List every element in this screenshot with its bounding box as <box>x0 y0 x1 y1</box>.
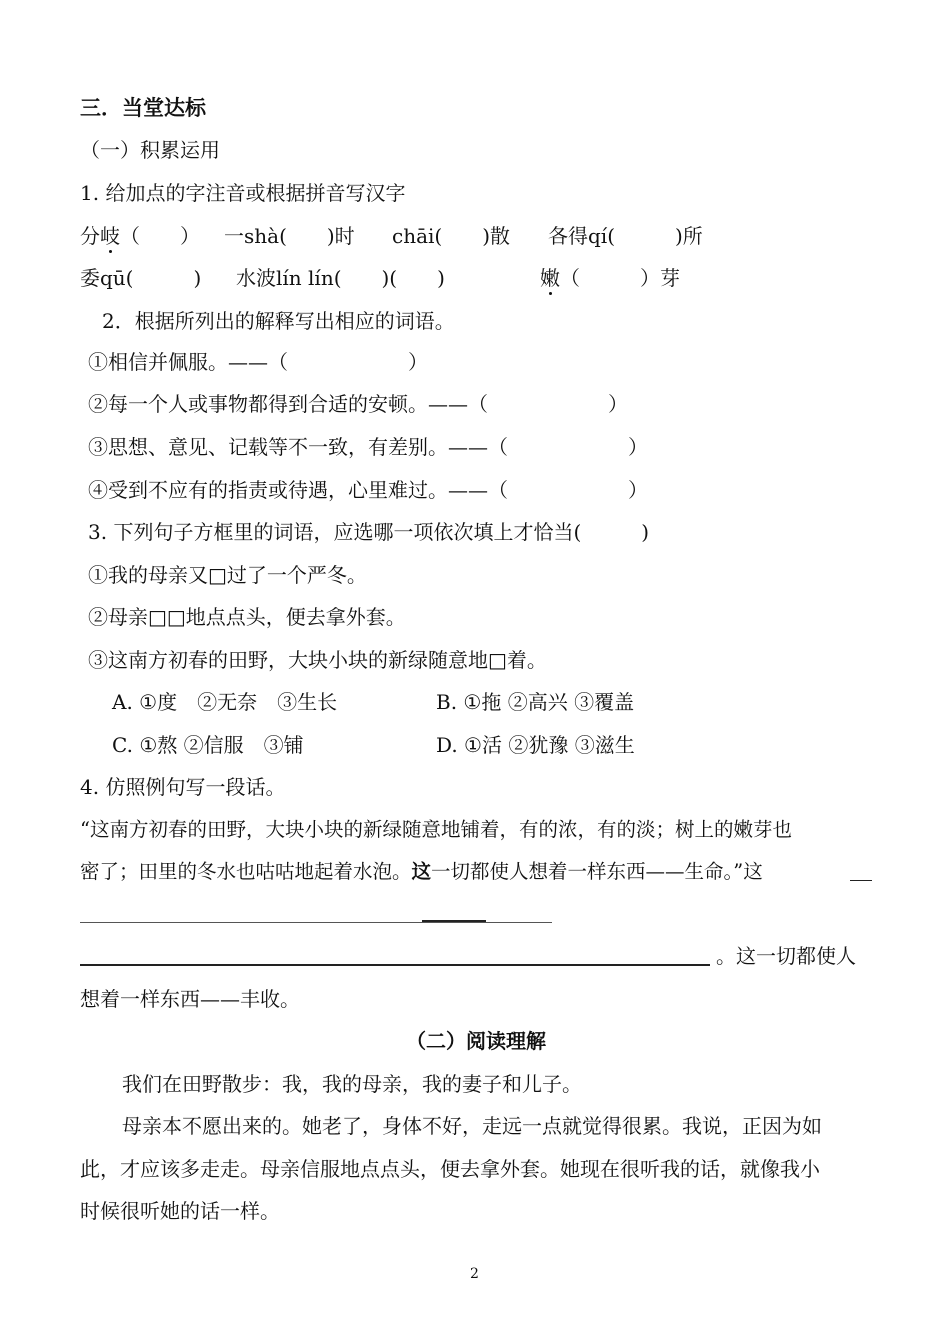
q3-option-b-text: ①拖 ②高兴 ③覆盖 <box>463 690 635 714</box>
q4-answer-line-2[interactable] <box>80 964 710 966</box>
section-title: 三．当堂达标 <box>80 95 206 120</box>
q3-option-d-label: D. <box>436 733 458 757</box>
q1-item-4: 各得qí( )所 <box>548 224 703 248</box>
q3-option-c <box>112 731 304 759</box>
q3-option-c-text: ①熬 ②信服 ③铺 <box>139 733 304 757</box>
q1-item-6: 水波lín lín( )( ) <box>236 266 445 290</box>
subsection-title-reading: （二）阅读理解 <box>406 1029 546 1053</box>
q1-item-7 <box>540 264 680 292</box>
q4-title: 4. 仿照例句写一段话。 <box>80 775 286 799</box>
q1-item-7-blank: （ ）芽 <box>560 266 680 290</box>
q1-item-7-dotted-char: 嫩 <box>540 266 560 290</box>
reading-paragraph-1: 我们在田野散步：我，我的母亲，我的妻子和儿子。 <box>122 1072 582 1096</box>
q3-option-b-label: B. <box>436 690 458 714</box>
q2-item-4: ④受到不应有的指责或待遇，心里难过。——（ ） <box>88 478 648 502</box>
reading-paragraph-2-line-1: 母亲本不愿出来的。她老了，身体不好，走远一点就觉得很累。我说，正因为如 <box>122 1114 822 1138</box>
q4-tail-text-2: 想着一样东西——丰收。 <box>80 987 300 1011</box>
q4-example-text-bold: 这 <box>411 860 432 883</box>
q1-item-1-prefix: 分 <box>80 224 100 248</box>
reading-paragraph-2-line-3: 时候很听她的话一样。 <box>80 1199 280 1223</box>
q1-item-2: 一shà( )时 <box>224 224 355 248</box>
q3-option-d <box>436 731 635 759</box>
q4-tail-text: 。这一切都使人 <box>716 944 856 968</box>
q1-item-1-blank: （ ） <box>120 224 200 248</box>
page-number: 2 <box>470 1266 479 1282</box>
q3-option-a <box>112 688 337 716</box>
q1-item-1 <box>80 222 200 250</box>
q3-title: 3. 下列句子方框里的词语，应选哪一项依次填上才恰当( ) <box>88 520 650 544</box>
q3-option-d-text: ①活 ②犹豫 ③滋生 <box>464 733 635 757</box>
subsection-title-accumulation: （一）积累运用 <box>80 138 220 162</box>
q2-item-3: ③思想、意见、记载等不一致，有差别。——（ ） <box>88 435 648 459</box>
q3-option-a-label: A. <box>112 690 133 714</box>
q3-option-b <box>436 688 634 716</box>
reading-paragraph-2-line-2: 此，才应该多走走。母亲信服地点点头，便去拿外套。她现在很听我的话，就像我小 <box>80 1157 820 1181</box>
q3-sentence-2: ②母亲□□地点点头，便去拿外套。 <box>88 605 406 629</box>
q3-option-c-label: C. <box>112 733 133 757</box>
q2-item-1: ①相信并佩服。——（ ） <box>88 350 428 374</box>
q4-example-line-2 <box>80 858 763 886</box>
q3-sentence-3: ③这南方初春的田野，大块小块的新绿随意地□着。 <box>88 648 547 672</box>
q2-title: 2．根据所列出的解释写出相应的词语。 <box>102 309 455 333</box>
q4-answer-line-1[interactable] <box>80 922 552 923</box>
q4-answer-line-1-mark <box>422 920 486 922</box>
q4-example-text-c: 一切都使人想着一样东西——生命。”这 <box>431 860 763 883</box>
q4-answer-blank-start[interactable] <box>850 880 872 881</box>
q4-example-line-1: “这南方初春的田野，大块小块的新绿随意地铺着，有的浓，有的淡；树上的嫩芽也 <box>80 818 792 841</box>
q3-sentence-1: ①我的母亲又□过了一个严冬。 <box>88 563 367 587</box>
q2-item-2: ②每一个人或事物都得到合适的安顿。——（ ） <box>88 392 628 416</box>
q1-item-1-dotted-char: 岐 <box>100 224 120 248</box>
q3-option-a-text: ①度 ②无奈 ③生长 <box>139 690 338 714</box>
q1-title: 1. 给加点的字注音或根据拼音写汉字 <box>80 181 406 205</box>
q1-item-5: 委qū( ) <box>80 266 202 290</box>
q4-example-text-a: 密了；田里的冬水也咕咕地起着水泡。 <box>80 860 412 883</box>
q1-item-3: chāi( )散 <box>392 224 511 248</box>
